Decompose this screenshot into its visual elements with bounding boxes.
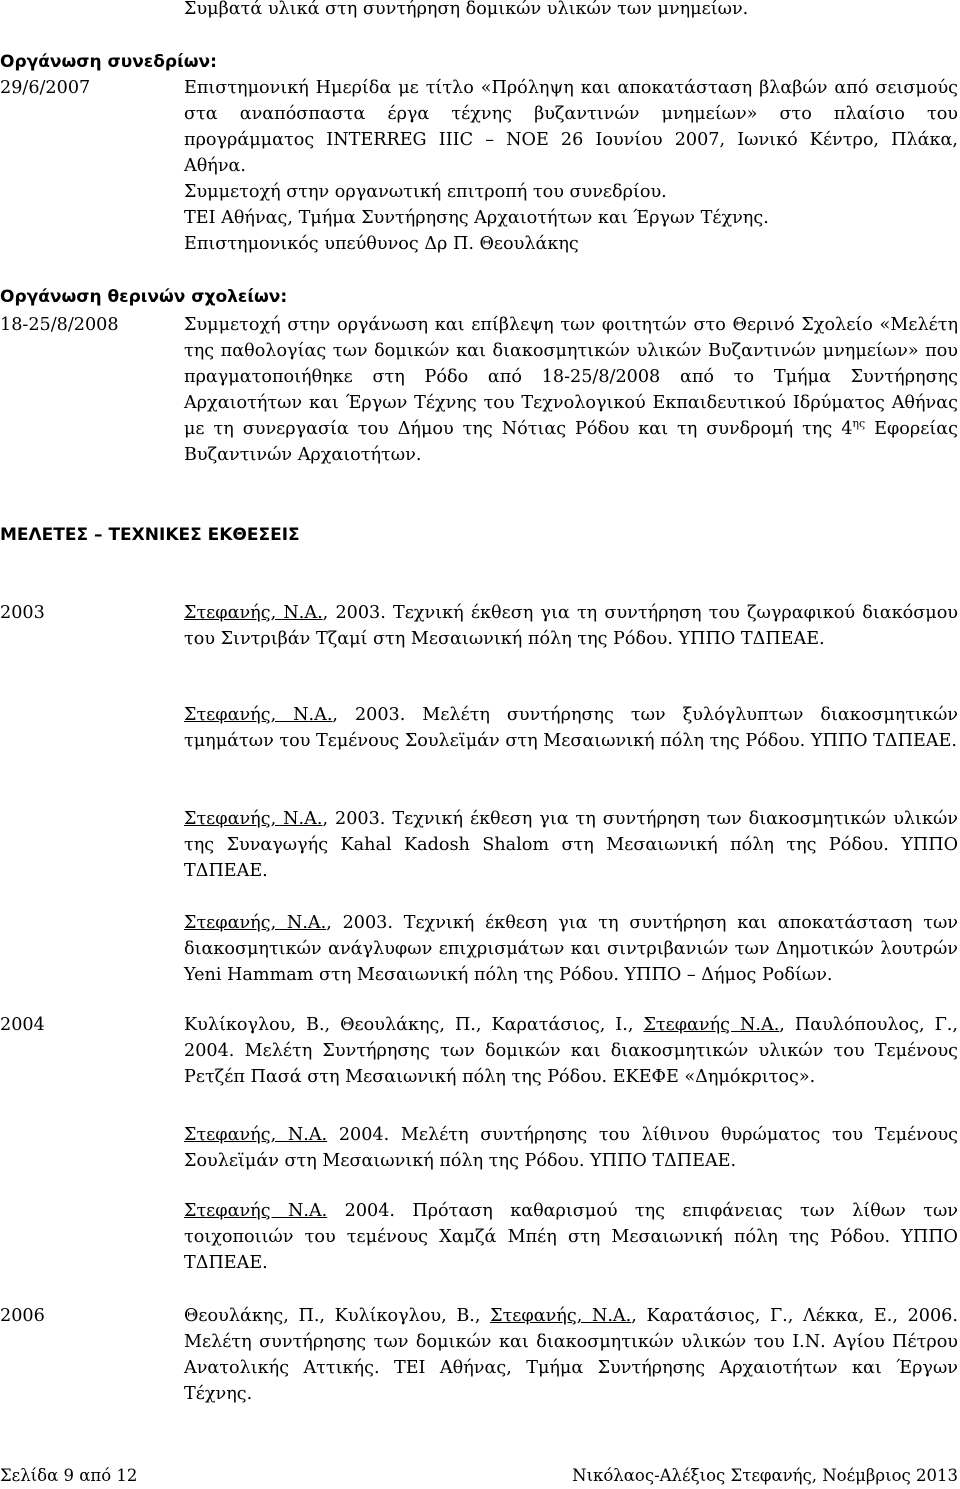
studies-heading: ΜΕΛΕΤΕΣ – ΤΕΧΝΙΚΕΣ ΕΚΘΕΣΕΙΣ [0,525,300,545]
entry-details: , 2003. Τεχνική έκθεση για τη συντήρηση του ζωγραφικού διακόσμου του Σιντριβάν Τζαμί στη Μεσαιωνική πόλη της Ρόδου. ΥΠΠΟ ΤΔΠΕΑΕ. [184,603,958,649]
year-label: 2006 [0,1306,45,1326]
footer-page-number: Σελίδα 9 από 12 [0,1466,138,1485]
author-name: Στεφανής, Ν.Α. [184,1125,328,1145]
summer-school-date: 18-25/8/2008 [0,315,119,335]
conference-committee: Συμμετοχή στην οργανωτική επιτροπή του συνεδρίου. [184,182,667,202]
entry-coauthors: Θεουλάκης, Π., Κυλίκογλου, Β., [184,1306,491,1326]
study-entry [184,1198,958,1276]
footer-author-date: Νικόλαος-Αλέξιος Στεφανής, Νοέμβριος 2013 [572,1466,958,1485]
year-label: 2004 [0,1015,45,1035]
entry-list [184,1303,958,1407]
entry-list [184,600,958,652]
study-entry [184,1122,958,1174]
entry-details: , 2003. Μελέτη συντήρησης των ξυλόγλυπτων διακοσμητικών τμημάτων του Τεμένους Σουλεϊμάν στη Μεσαιωνική πόλη της Ρόδου. ΥΠΠΟ ΤΔΠΕΑΕ. [184,705,958,751]
conference-description: Επιστημονική Ημερίδα με τίτλο «Πρόληψη και αποκατάσταση βλαβών από σεισμούς στα αναπόσπαστα έργα τέχνης βυζαντινών μνημείων» στο πλαίσιο του προγράμματος INTERREG IIIC – NOE 26 Ιουνίου 2007, Ιωνικό Κέντρο, Πλάκα, Αθήνα. [184,78,958,176]
author-name: Στεφανής, Ν.Α. [490,1306,632,1326]
author-name: Στεφανής, Ν.Α. [184,809,323,829]
study-entry [184,1012,958,1090]
summer-school-text [184,312,958,468]
entry-details: , Καρατάσιος, Γ., Λέκκα, Ε., 2006. Μελέτη συντήρησης των δομικών και διακοσμητικών υλικών του Ι.Ν. Αγίου Πέτρου Ανατολικής Αττικής. ΤΕΙ Αθήνας, Τμήμα Συντήρησης Αρχαιοτήτων και Έργων Τέχνης. [184,1306,958,1404]
entry-list [184,702,958,754]
entry-details: 2004. Πρόταση καθαρισμού της επιφάνειας των λίθων των τοιχοποιιών του τεμένους Χαμζά Μπέη στη Μεσαιωνική πόλη της Ρόδου. ΥΠΠΟ ΤΔΠΕΑΕ. [184,1201,958,1273]
summer-schools-heading: Οργάνωση θερινών σχολείων: [0,287,288,307]
entry-coauthors: Κυλίκογλου, Β., Θεουλάκης, Π., Καρατάσιος, Ι., [184,1015,644,1035]
summer-school-text-main: Συμμετοχή στην οργάνωση και επίβλεψη των φοιτητών στο Θερινό Σχολείο «Μελέτη της παθολογίας των δομικών και διακοσμητικών υλικών Βυζαντινών μνημείων» που πραγματοποιήθηκε στη Ρόδο από 18-25/8/2008 από το Τμήμα Συντήρησης Αρχαιοτήτων και Έργων Τέχνης του Τεχνολογικού Εκπαιδευτικού Ιδρύματος Αθήνας με τη συνεργασία του Δήμου της Νότιας Ρόδου και τη συνδρομή της 4 [184,315,958,439]
author-name: Στεφανής Ν.Α. [184,1201,328,1221]
entry-list [184,806,958,884]
entry-list [184,1122,958,1174]
author-name: Στεφανής, Ν.Α. [184,705,333,725]
summer-school-text-end: Εφορείας Βυζαντινών Αρχαιοτήτων. [184,419,958,465]
author-name: Στεφανής, Ν.Α. [184,603,323,623]
study-entry [184,806,958,884]
conference-text [184,75,958,257]
conference-institution: ΤΕΙ Αθήνας, Τμήμα Συντήρησης Αρχαιοτήτων και Έργων Τέχνης. [184,208,769,228]
entry-list [184,1198,958,1276]
top-line: Συμβατά υλικά στη συντήρηση δομικών υλικών των μνημείων. [184,0,749,19]
entry-details: , 2003. Τεχνική έκθεση για τη συντήρηση και αποκατάσταση των διακοσμητικών ανάγλυφων επιχρισμάτων και σιντριβανιών των Δημοτικών λουτρών Yeni Hammam στη Μεσαιωνική πόλη της Ρόδου. ΥΠΠΟ – Δήμος Ροδίων. [184,913,958,985]
conferences-heading: Οργάνωση συνεδρίων: [0,52,217,72]
author-name: Στεφανής Ν.Α. [643,1015,780,1035]
conference-scientific-lead: Επιστημονικός υπεύθυνος Δρ Π. Θεουλάκης [184,234,579,254]
entry-list [184,1012,958,1090]
study-entry [184,702,958,754]
study-entry [184,910,958,988]
conference-date: 29/6/2007 [0,78,91,98]
summer-school-paragraph [184,312,958,468]
entry-details: , Παυλόπουλος, Γ., 2004. Μελέτη Συντήρησης των δομικών και διακοσμητικών υλικών του Τεμένους Ρετζέπ Πασά στη Μεσαιωνική πόλη της Ρόδου. ΕΚΕΦΕ «Δημόκριτος». [184,1015,958,1087]
entry-details: 2004. Μελέτη συντήρησης του λίθινου θυρώματος του Τεμένους Σουλεϊμάν στη Μεσαιωνική πόλη της Ρόδου. ΥΠΠΟ ΤΔΠΕΑΕ. [184,1125,958,1171]
ordinal-superscript: ης [852,417,866,430]
entry-details: , 2003. Τεχνική έκθεση για τη συντήρηση των διακοσμητικών υλικών της Συναγωγής Kahal Kadosh Shalom στη Μεσαιωνική πόλη της Ρόδου. ΥΠΠΟ ΤΔΠΕΑΕ. [184,809,958,881]
study-entry [184,1303,958,1407]
study-entry [184,600,958,652]
author-name: Στεφανής, Ν.Α. [184,913,327,933]
entry-list [184,910,958,988]
year-label: 2003 [0,603,45,623]
